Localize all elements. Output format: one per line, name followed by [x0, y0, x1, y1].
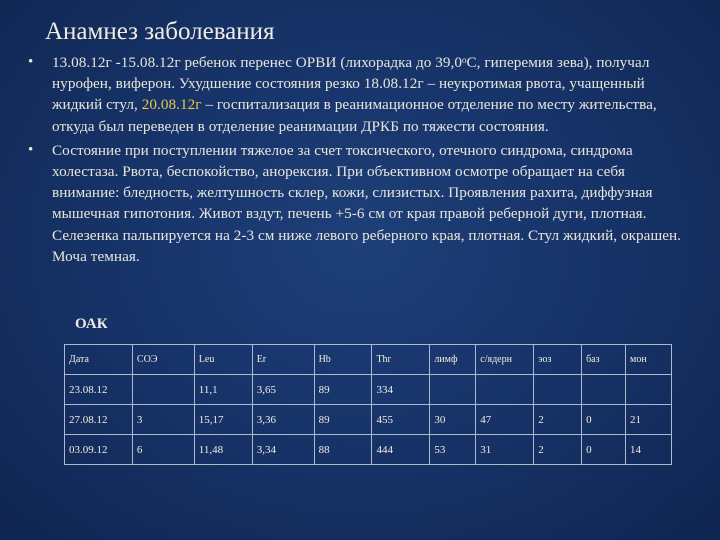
table-header-cell: Дата [65, 345, 133, 375]
text-segment: Состояние при поступлении тяжелое за счет токсического, отечного синдрома, синдрома холестаза. Рвота, беспокойство, анорексия. При объективном осмотре обращает на себя внимание: бледность, желтушность склер, кожи, слизистых. Проявления рахита, диффузная мышечная гипотония. Живот вздут, печень +5-6 см от края правой реберной дуги, плотная. Селезенка пальпируется на 2-3 см ниже левого реберного края, плотная. Стул жидкий, окрашен. Моча темная. [52, 141, 682, 265]
bullet-item [28, 52, 696, 137]
table-cell: 30 [430, 405, 476, 435]
table-header-cell: с/ядерн [476, 345, 534, 375]
table-cell [476, 375, 534, 405]
bullet-dot-icon: • [28, 141, 34, 158]
table-cell: 15,17 [194, 405, 252, 435]
table-cell: 11,1 [194, 375, 252, 405]
table-cell [132, 375, 194, 405]
table-cell: 31 [476, 435, 534, 465]
table-header-cell: СОЭ [132, 345, 194, 375]
table-cell: 455 [372, 405, 430, 435]
table-cell: 47 [476, 405, 534, 435]
table-cell: 11,48 [194, 435, 252, 465]
table-cell: 0 [582, 435, 626, 465]
table-header-cell: эоз [534, 345, 582, 375]
table-cell: 89 [314, 405, 372, 435]
text-segment: – госпитализация в реанимационное отделение по месту жительства, откуда был переведен в отделение реанимации ДРКБ по тяжести состояния. [52, 96, 657, 135]
highlighted-date: 20.08.12г [141, 96, 202, 114]
table-cell [582, 375, 626, 405]
table-cell: 14 [626, 435, 672, 465]
table-header-cell: Thr [372, 345, 430, 375]
table-header-cell: Er [252, 345, 314, 375]
table-header-cell: баз [582, 345, 626, 375]
table-cell: 27.08.12 [65, 405, 133, 435]
table-row [65, 375, 672, 405]
table-header-cell: лимф [430, 345, 476, 375]
table-header-row [65, 345, 672, 375]
table-header-cell: мон [626, 345, 672, 375]
table-cell: 2 [534, 435, 582, 465]
bullet-list [28, 52, 696, 267]
table-cell: 444 [372, 435, 430, 465]
table-cell: 3,65 [252, 375, 314, 405]
table-cell: 0 [582, 405, 626, 435]
table-cell: 6 [132, 435, 194, 465]
text-segment: 13.08.12г -15.08.12г ребенок перенес ОРВИ (лихорадка до 39,0ᵒС, гиперемия зева), получал нурофен, виферон. Ухудшение состояния резко 18.08.12г – неукротимая рвота, учащенный жидкий стул, [52, 54, 650, 114]
table-cell: 88 [314, 435, 372, 465]
table-cell: 2 [534, 405, 582, 435]
table-header-cell: Hb [314, 345, 372, 375]
table-cell: 03.09.12 [65, 435, 133, 465]
table-cell [430, 375, 476, 405]
bullet-text [52, 142, 681, 265]
table-cell: 21 [626, 405, 672, 435]
table-cell: 3,34 [252, 435, 314, 465]
bullet-text [52, 54, 657, 135]
bullet-dot-icon: • [28, 54, 34, 70]
blood-test-table [64, 344, 672, 465]
slide-title: Анамнез заболевания [45, 18, 275, 45]
table-cell: 53 [430, 435, 476, 465]
table-cell: 334 [372, 375, 430, 405]
table-cell: 89 [314, 375, 372, 405]
table-cell [626, 375, 672, 405]
table-cell: 3,36 [252, 405, 314, 435]
table-cell: 23.08.12 [65, 375, 133, 405]
table-row [65, 405, 672, 435]
table-cell [534, 375, 582, 405]
bullet-item [28, 140, 696, 267]
table-title: ОАК [75, 316, 108, 332]
table-header-cell: Leu [194, 345, 252, 375]
table-row [65, 435, 672, 465]
table-cell: 3 [132, 405, 194, 435]
